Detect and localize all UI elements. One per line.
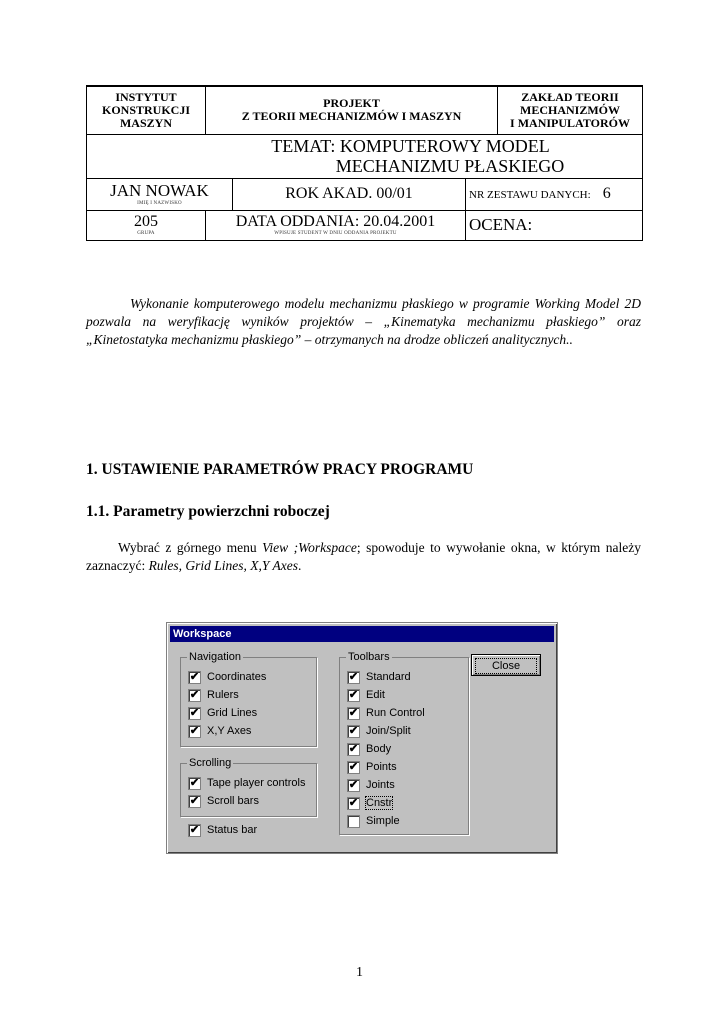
section-1-1-heading: 1.1. Parametry powierzchni roboczej: [86, 503, 330, 520]
checkbox-label: Coordinates: [207, 671, 267, 683]
close-button[interactable]: [471, 654, 541, 676]
checkbox-box[interactable]: ✔: [348, 796, 359, 809]
checkbox-label: Run Control: [366, 707, 425, 719]
instruction-items: Rules, Grid Lines, X,Y Axes: [148, 558, 298, 573]
checkbox-box[interactable]: ✔: [348, 706, 359, 719]
checkbox-label: Tape player controls: [207, 777, 306, 789]
checkbox-box[interactable]: ✔: [348, 688, 359, 701]
checkbox-cnstr[interactable]: [347, 796, 392, 810]
submission-caption: WPISUJE STUDENT W DNIU ODDANIA PROJEKTU: [274, 231, 397, 236]
title-block-table: [86, 85, 643, 241]
student-name-cell: [87, 178, 233, 210]
checkbox-box[interactable]: ✔: [348, 670, 359, 683]
navigation-group-title: Navigation: [189, 651, 241, 663]
instruction-text-2: ; spowoduje to wywołanie okna, w którym należy zaznaczyć:: [86, 540, 641, 573]
checkbox-label: Scroll bars: [207, 795, 259, 807]
checkbox-simple[interactable]: [347, 814, 400, 828]
department-line-3: I MANIPULATORÓW: [510, 115, 630, 130]
project-line-2: Z TEORII MECHANIZMÓW I MASZYN: [241, 109, 462, 124]
institute-cell: [87, 86, 206, 134]
topic-cell: [87, 134, 643, 178]
checkbox-label: Grid Lines: [207, 707, 258, 719]
dialog-titlebar: Workspace: [170, 626, 554, 642]
checkbox-box[interactable]: ✔: [348, 760, 359, 773]
page-number: 1: [356, 965, 363, 980]
checkbox-edit[interactable]: [347, 688, 385, 702]
checkbox-box-empty[interactable]: [347, 815, 360, 828]
checkbox-label: Edit: [366, 689, 385, 701]
instruction-paragraph: [86, 539, 641, 575]
checkbox-box[interactable]: ✔: [189, 688, 200, 701]
dataset-cell: [466, 178, 643, 210]
checkbox-tape-player-controls[interactable]: [188, 776, 305, 790]
dataset-number: 6: [602, 185, 611, 202]
navigation-group: [180, 651, 317, 747]
student-name: JAN NOWAK: [110, 181, 209, 200]
checkbox-label: Simple: [366, 815, 400, 827]
toolbars-group-title: Toolbars: [348, 651, 390, 663]
student-name-caption: IMIĘ I NAZWISKO: [137, 201, 182, 206]
checkbox-xy-axes[interactable]: [188, 724, 251, 738]
checkbox-label: Points: [366, 761, 397, 773]
checkbox-label: Body: [366, 743, 392, 755]
checkbox-grid-lines[interactable]: [188, 706, 257, 720]
academic-year-cell: [233, 178, 466, 210]
checkbox-box[interactable]: ✔: [348, 742, 359, 755]
group-caption: GRUPA: [137, 231, 155, 236]
instruction-text-3: .: [297, 558, 302, 573]
group-number: 205: [134, 213, 158, 230]
checkbox-box[interactable]: ✔: [189, 724, 200, 737]
checkbox-joints[interactable]: [347, 778, 395, 792]
grade-label: OCENA:: [469, 215, 533, 234]
checkbox-box[interactable]: ✔: [189, 794, 200, 807]
checkbox-label: X,Y Axes: [207, 725, 252, 737]
checkbox-label: Rulers: [207, 689, 239, 701]
checkbox-label: Cnstr: [366, 797, 393, 809]
project-line-1: PROJEKT: [323, 96, 380, 111]
department-line-2: MECHANIZMÓW: [520, 102, 620, 117]
toolbars-group: [339, 651, 469, 835]
submission-date: DATA ODDANIA: 20.04.2001: [235, 213, 436, 230]
checkbox-run-control[interactable]: [347, 706, 425, 720]
checkbox-box[interactable]: ✔: [348, 778, 359, 791]
checkbox-body[interactable]: [347, 742, 391, 756]
checkbox-box[interactable]: ✔: [189, 823, 200, 836]
project-cell: [206, 86, 498, 134]
close-button-label: Close: [475, 658, 537, 674]
scrolling-group-title: Scrolling: [189, 757, 232, 769]
checkbox-box[interactable]: ✔: [348, 724, 359, 737]
scrolling-group: [180, 757, 317, 817]
checkbox-join-split[interactable]: [347, 724, 411, 738]
grade-cell: [466, 210, 643, 240]
section-1-heading: 1. USTAWIENIE PARAMETRÓW PRACY PROGRAMU: [86, 461, 474, 478]
dataset-label: NR ZESTAWU DANYCH:: [469, 189, 591, 201]
topic-line-1: TEMAT: KOMPUTEROWY MODEL: [271, 136, 550, 156]
submission-cell: [206, 210, 466, 240]
checkbox-label: Status bar: [207, 824, 258, 836]
checkbox-points[interactable]: [347, 760, 397, 774]
instruction-menu-path: View ;Workspace: [262, 540, 357, 555]
institute-line-1: INSTYTUT: [115, 89, 177, 104]
instruction-text-1: Wybrać z górnego menu: [118, 540, 263, 555]
intro-paragraph: Wykonanie komputerowego modelu mechanizmu płaskiego w programie Working Model 2D pozwala na weryfikację wyników projektów – „Kinematyka mechanizmu płaskiego” oraz „Kinetostatyka mechanizmu płaskiego” – otrzymanych na drodze obliczeń analitycznych..: [86, 296, 641, 347]
checkbox-status-bar[interactable]: [188, 823, 257, 837]
checkbox-box[interactable]: ✔: [189, 706, 200, 719]
checkbox-box[interactable]: ✔: [189, 670, 200, 683]
academic-year: ROK AKAD. 00/01: [285, 185, 413, 202]
checkbox-box[interactable]: ✔: [189, 776, 200, 789]
institute-line-3: MASZYN: [119, 115, 172, 130]
checkbox-label: Join/Split: [366, 725, 411, 737]
checkbox-label: Joints: [366, 779, 395, 791]
institute-line-2: KONSTRUKCJI: [101, 102, 190, 117]
checkbox-label: Standard: [366, 671, 411, 683]
checkbox-standard[interactable]: [347, 670, 411, 684]
topic-line-2: MECHANIZMU PŁASKIEGO: [335, 156, 565, 176]
checkbox-rulers[interactable]: [188, 688, 239, 702]
checkbox-coordinates[interactable]: [188, 670, 266, 684]
checkbox-scroll-bars[interactable]: [188, 794, 259, 808]
department-line-1: ZAKŁAD TEORII: [521, 89, 619, 104]
group-cell: [87, 210, 206, 240]
department-cell: [498, 86, 643, 134]
